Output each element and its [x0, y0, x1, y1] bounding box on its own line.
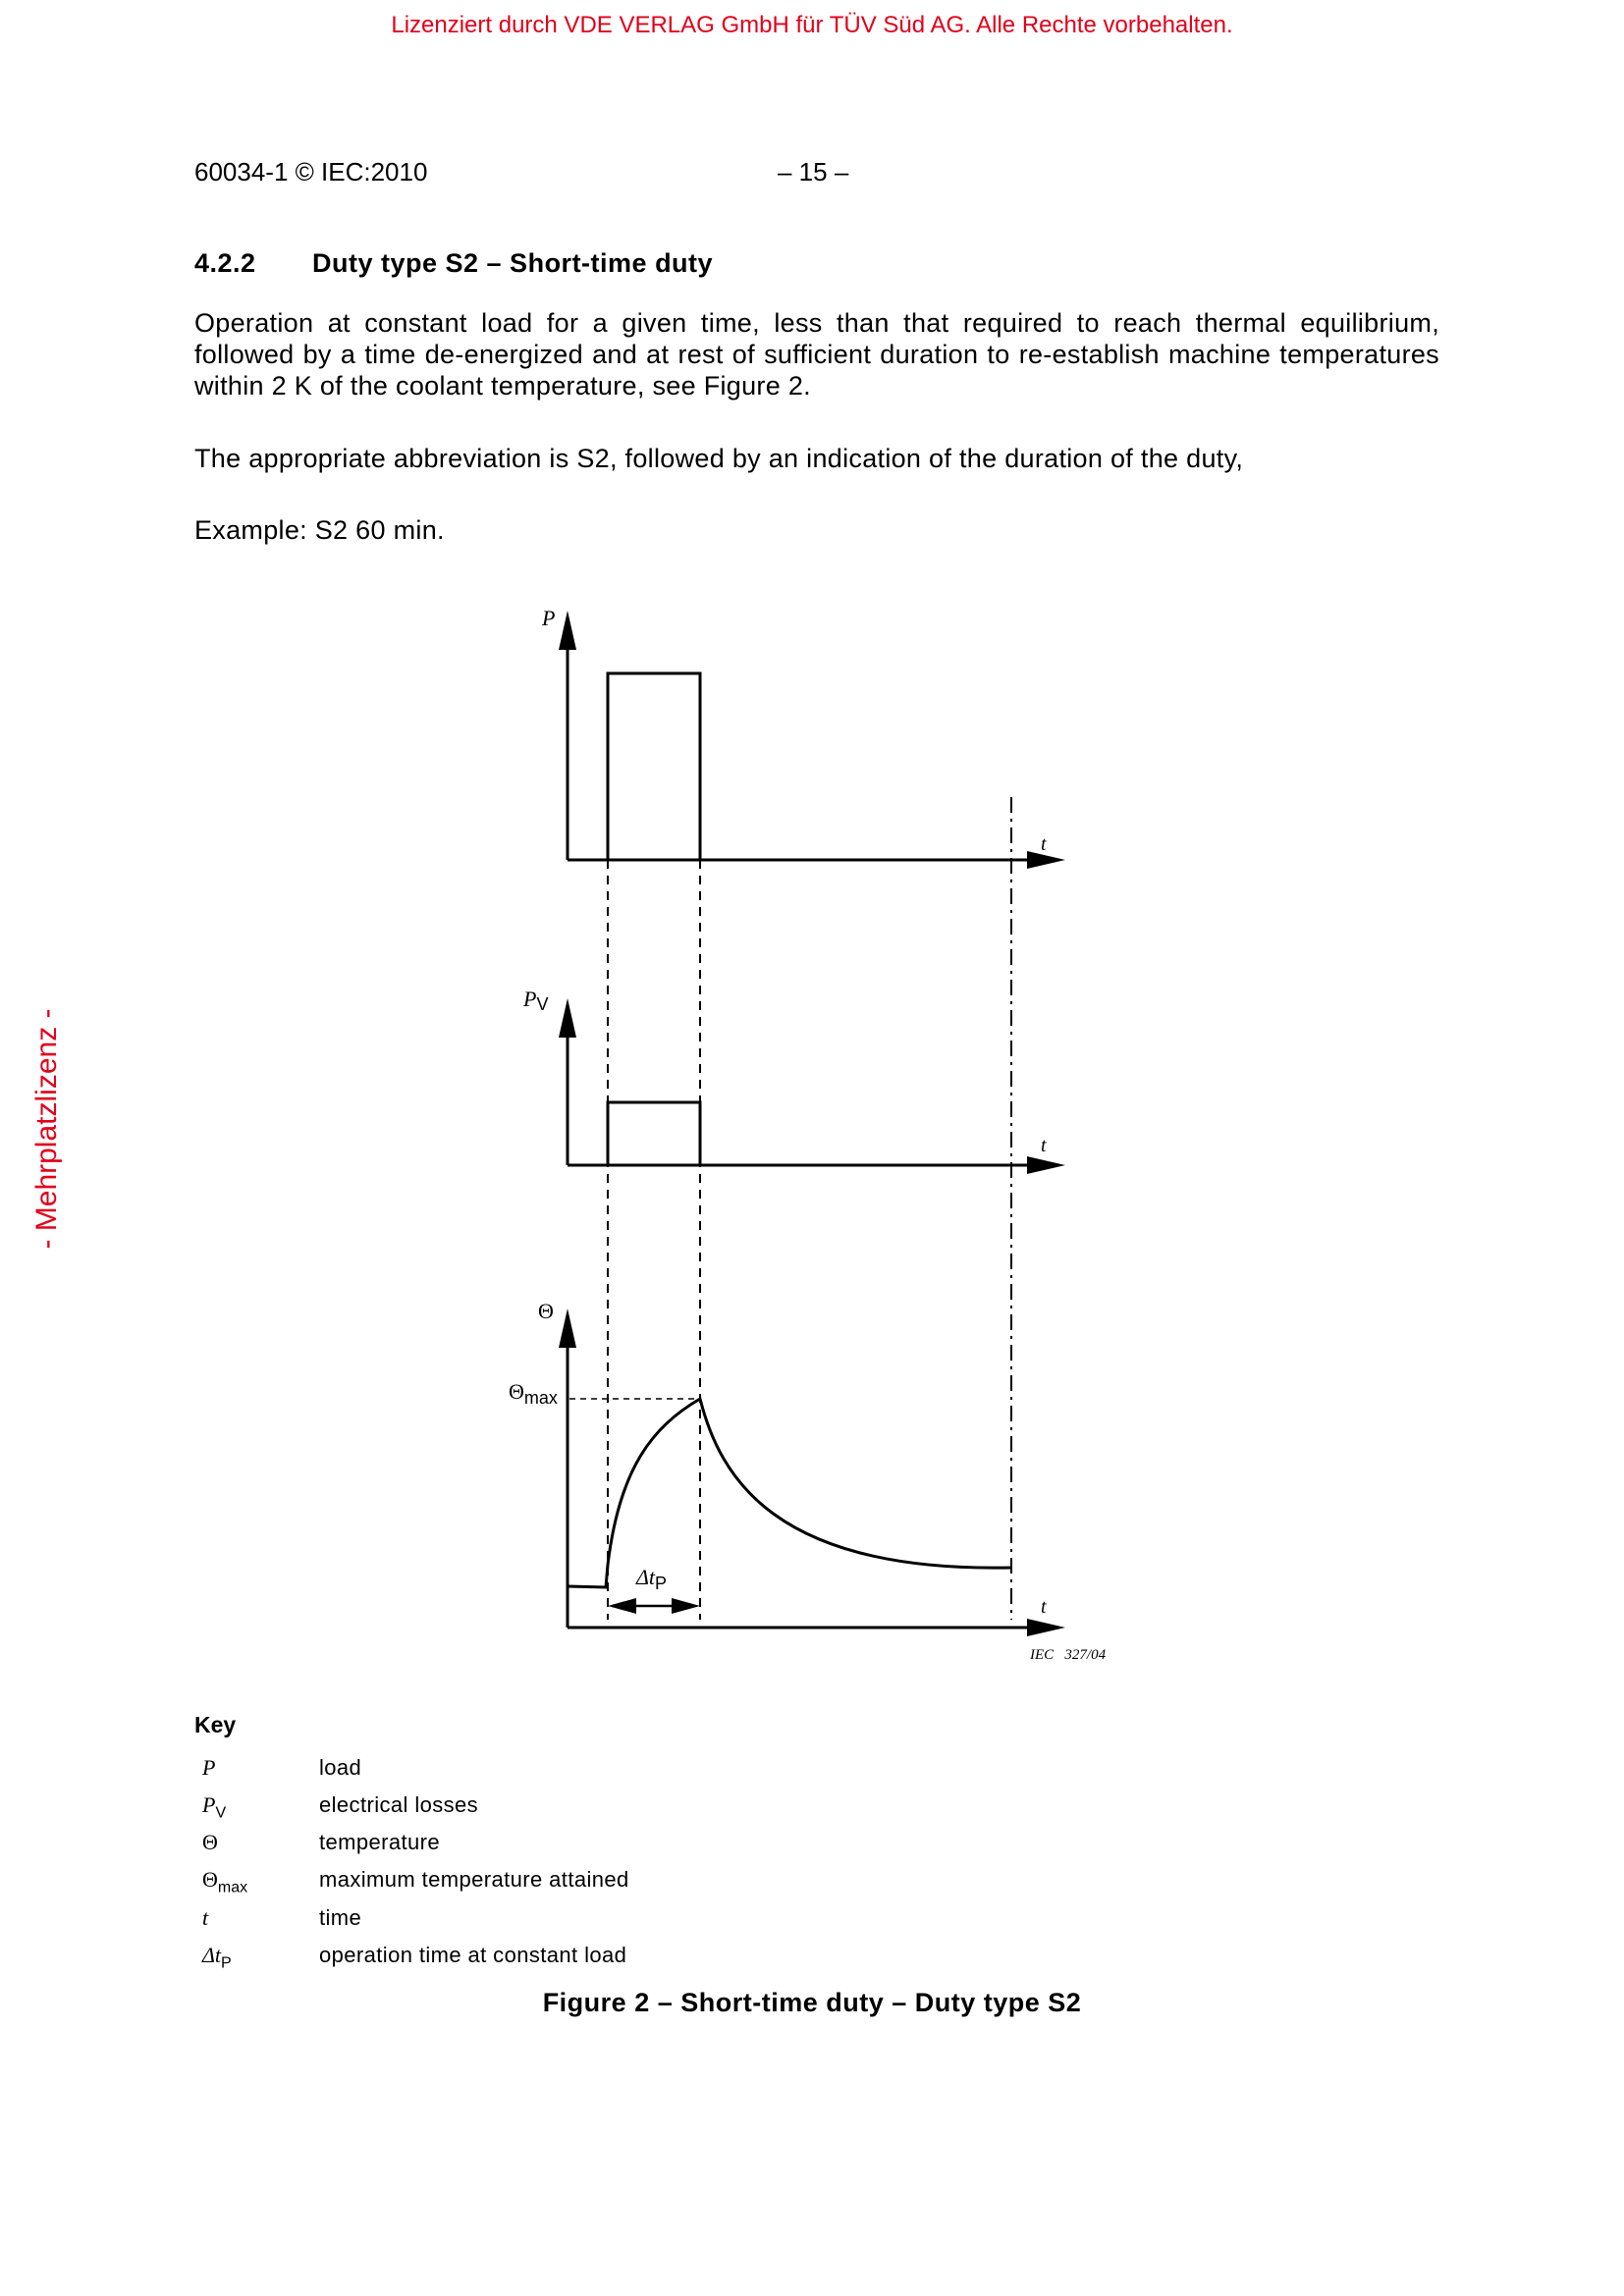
- key-description: maximum temperature attained: [319, 1867, 629, 1892]
- p-axis-label: P: [542, 606, 556, 630]
- key-row: [194, 1867, 980, 1902]
- delta-t-arrow-left: [608, 1598, 636, 1614]
- key-symbol: $\Theta_{max}$: [202, 1867, 248, 1896]
- license-watermark: Lizenziert durch VDE VERLAG GmbH für TÜV Süd AG. Alle Rechte vorbehalten.: [391, 12, 1233, 38]
- figure-caption: Figure 2 – Short-time duty – Duty type S2: [542, 1988, 1082, 2017]
- key-symbol: P: [202, 1755, 216, 1780]
- key-description: load: [319, 1755, 362, 1780]
- theta-axis-arrow: [559, 1308, 576, 1348]
- p-load-pulse: [608, 673, 700, 860]
- side-watermark: - Mehrplatzlizenz -: [30, 1008, 63, 1250]
- pv-time-arrow: [1027, 1156, 1065, 1174]
- temperature-curve: [568, 1399, 1011, 1587]
- section-number: 4.2.2: [194, 248, 256, 278]
- theta-time-arrow: [1027, 1619, 1065, 1636]
- key-row: [194, 1755, 980, 1790]
- key-row: [194, 1830, 980, 1865]
- pv-loss-pulse: [608, 1102, 700, 1165]
- key-title: Key: [194, 1712, 237, 1737]
- page-number: – 15 –: [778, 157, 849, 187]
- paragraph-example: Example: S2 60 min.: [194, 515, 445, 545]
- document-id: 60034-1 © IEC:2010: [194, 157, 428, 187]
- paragraph-definition: Operation at constant load for a given time, less than that required to reach thermal equilibrium, followed by a time de-energized and at rest of sufficient duration to re-establish machine temperatures within 2 K of the coolant temperature, see Figure 2.: [194, 308, 1439, 400]
- key-symbol: Θ: [202, 1830, 218, 1854]
- theta-t-label: t: [1041, 1596, 1047, 1618]
- key-row: [194, 1943, 980, 1978]
- section-title: Duty type S2 – Short-time duty: [312, 248, 714, 278]
- p-axis-arrow: [559, 611, 576, 650]
- key-description: operation time at constant load: [319, 1943, 627, 1967]
- theta-max-label: $\Theta_{max}$: [509, 1379, 558, 1408]
- key-description: time: [319, 1905, 362, 1930]
- delta-t-label: $\Delta t_P$: [636, 1565, 668, 1593]
- key-symbol: $\Delta t_P$: [202, 1943, 232, 1972]
- theta-axis-label: Θ: [538, 1299, 554, 1323]
- pv-axis-label: PV: [523, 987, 549, 1014]
- paragraph-abbreviation: The appropriate abbreviation is S2, followed by an indication of the duration of the duty,: [194, 444, 1244, 473]
- p-t-label: t: [1041, 833, 1047, 855]
- pv-axis-arrow: [559, 998, 576, 1038]
- key-description: electrical losses: [319, 1792, 479, 1817]
- iec-reference: IEC 327/04: [1030, 1647, 1107, 1663]
- key-symbol: $P_V$: [202, 1792, 227, 1822]
- pv-t-label: t: [1041, 1135, 1047, 1156]
- key-row: [194, 1792, 980, 1828]
- key-description: temperature: [319, 1830, 441, 1854]
- key-row: [194, 1905, 980, 1941]
- key-symbol: t: [202, 1905, 209, 1930]
- delta-t-arrow-right: [672, 1598, 700, 1614]
